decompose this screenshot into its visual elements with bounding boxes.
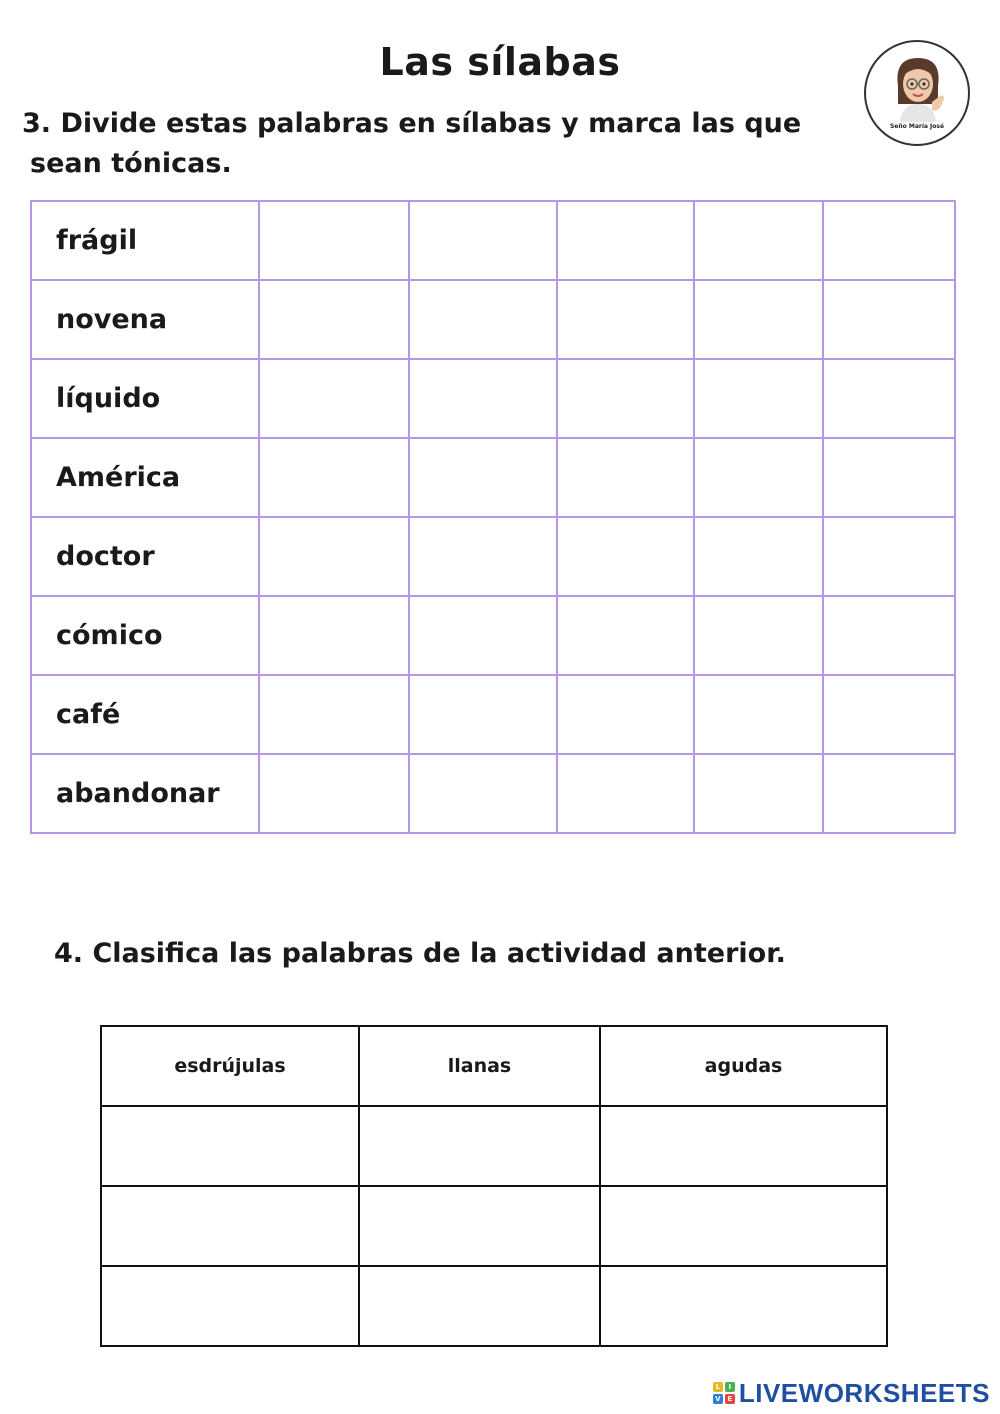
syllable-cell[interactable] — [823, 675, 955, 754]
syllable-cell[interactable] — [259, 754, 409, 833]
word-cell: novena — [31, 280, 259, 359]
syllable-cell[interactable] — [409, 596, 557, 675]
syllable-row — [31, 280, 955, 359]
answer-cell[interactable] — [359, 1106, 600, 1186]
syllable-row — [31, 754, 955, 833]
answer-cell[interactable] — [101, 1186, 359, 1266]
syllable-cell[interactable] — [409, 438, 557, 517]
answer-cell[interactable] — [600, 1186, 887, 1266]
teacher-avatar-icon — [888, 52, 948, 122]
page-title: Las sílabas — [379, 40, 621, 84]
word-cell: doctor — [31, 517, 259, 596]
liveworksheets-logo-icon — [713, 1382, 735, 1404]
syllable-cell[interactable] — [557, 596, 694, 675]
syllable-cell[interactable] — [259, 675, 409, 754]
syllable-cell[interactable] — [259, 280, 409, 359]
syllable-cell[interactable] — [409, 280, 557, 359]
syllable-cell[interactable] — [409, 359, 557, 438]
logo-letter: L — [713, 1382, 723, 1392]
syllable-cell[interactable] — [259, 201, 409, 280]
syllable-cell[interactable] — [694, 517, 823, 596]
syllable-cell[interactable] — [557, 754, 694, 833]
syllable-cell[interactable] — [823, 517, 955, 596]
classification-header-row — [101, 1026, 887, 1106]
answer-cell[interactable] — [101, 1266, 359, 1346]
syllable-cell[interactable] — [409, 517, 557, 596]
syllable-cell[interactable] — [259, 517, 409, 596]
syllable-cell[interactable] — [823, 201, 955, 280]
word-cell: frágil — [31, 201, 259, 280]
activity-4-instruction: 4. Clasifica las palabras de la actividad anterior. — [54, 938, 786, 969]
classification-row — [101, 1106, 887, 1186]
syllable-cell[interactable] — [823, 596, 955, 675]
syllable-cell[interactable] — [557, 675, 694, 754]
syllable-cell[interactable] — [694, 280, 823, 359]
answer-cell[interactable] — [600, 1266, 887, 1346]
classification-row — [101, 1266, 887, 1346]
syllable-cell[interactable] — [823, 438, 955, 517]
syllable-cell[interactable] — [409, 201, 557, 280]
activity-3-instruction — [22, 104, 862, 184]
logo-letter: E — [725, 1394, 735, 1404]
liveworksheets-footer — [713, 1377, 990, 1408]
syllable-cell[interactable] — [694, 754, 823, 833]
classification-table — [100, 1025, 888, 1347]
word-cell: cómico — [31, 596, 259, 675]
syllable-cell[interactable] — [823, 359, 955, 438]
syllable-row — [31, 596, 955, 675]
answer-cell[interactable] — [600, 1106, 887, 1186]
syllable-cell[interactable] — [409, 675, 557, 754]
syllable-cell[interactable] — [823, 754, 955, 833]
syllable-cell[interactable] — [259, 359, 409, 438]
logo-letter: V — [713, 1394, 723, 1404]
syllable-cell[interactable] — [694, 675, 823, 754]
syllable-cell[interactable] — [557, 280, 694, 359]
answer-cell[interactable] — [101, 1106, 359, 1186]
syllable-row — [31, 438, 955, 517]
syllable-row — [31, 517, 955, 596]
activity-3-instruction-line-2: sean tónicas. — [30, 148, 232, 179]
teacher-stamp — [864, 40, 970, 146]
logo-letter: I — [725, 1382, 735, 1392]
syllable-row — [31, 359, 955, 438]
word-cell: América — [31, 438, 259, 517]
syllable-cell[interactable] — [557, 359, 694, 438]
footer-brand: LIVEWORKSHEETS — [738, 1377, 990, 1408]
syllable-cell[interactable] — [694, 359, 823, 438]
syllable-cell[interactable] — [557, 438, 694, 517]
syllable-cell[interactable] — [694, 201, 823, 280]
syllable-cell[interactable] — [259, 438, 409, 517]
syllable-cell[interactable] — [823, 280, 955, 359]
syllable-row — [31, 201, 955, 280]
answer-cell[interactable] — [359, 1266, 600, 1346]
activity-3-instruction-line-1: 3. Divide estas palabras en sílabas y marca las que — [22, 108, 802, 139]
header-llanas: llanas — [359, 1026, 600, 1106]
syllable-cell[interactable] — [694, 438, 823, 517]
syllable-cell[interactable] — [694, 596, 823, 675]
syllable-grid — [30, 200, 956, 834]
word-cell: líquido — [31, 359, 259, 438]
stamp-caption: Seño María José — [889, 123, 945, 130]
answer-cell[interactable] — [359, 1186, 600, 1266]
syllable-cell[interactable] — [259, 596, 409, 675]
syllable-cell[interactable] — [409, 754, 557, 833]
syllable-row — [31, 675, 955, 754]
header-esdrujulas: esdrújulas — [101, 1026, 359, 1106]
classification-row — [101, 1186, 887, 1266]
header-agudas: agudas — [600, 1026, 887, 1106]
word-cell: abandonar — [31, 754, 259, 833]
syllable-cell[interactable] — [557, 201, 694, 280]
word-cell: café — [31, 675, 259, 754]
syllable-cell[interactable] — [557, 517, 694, 596]
